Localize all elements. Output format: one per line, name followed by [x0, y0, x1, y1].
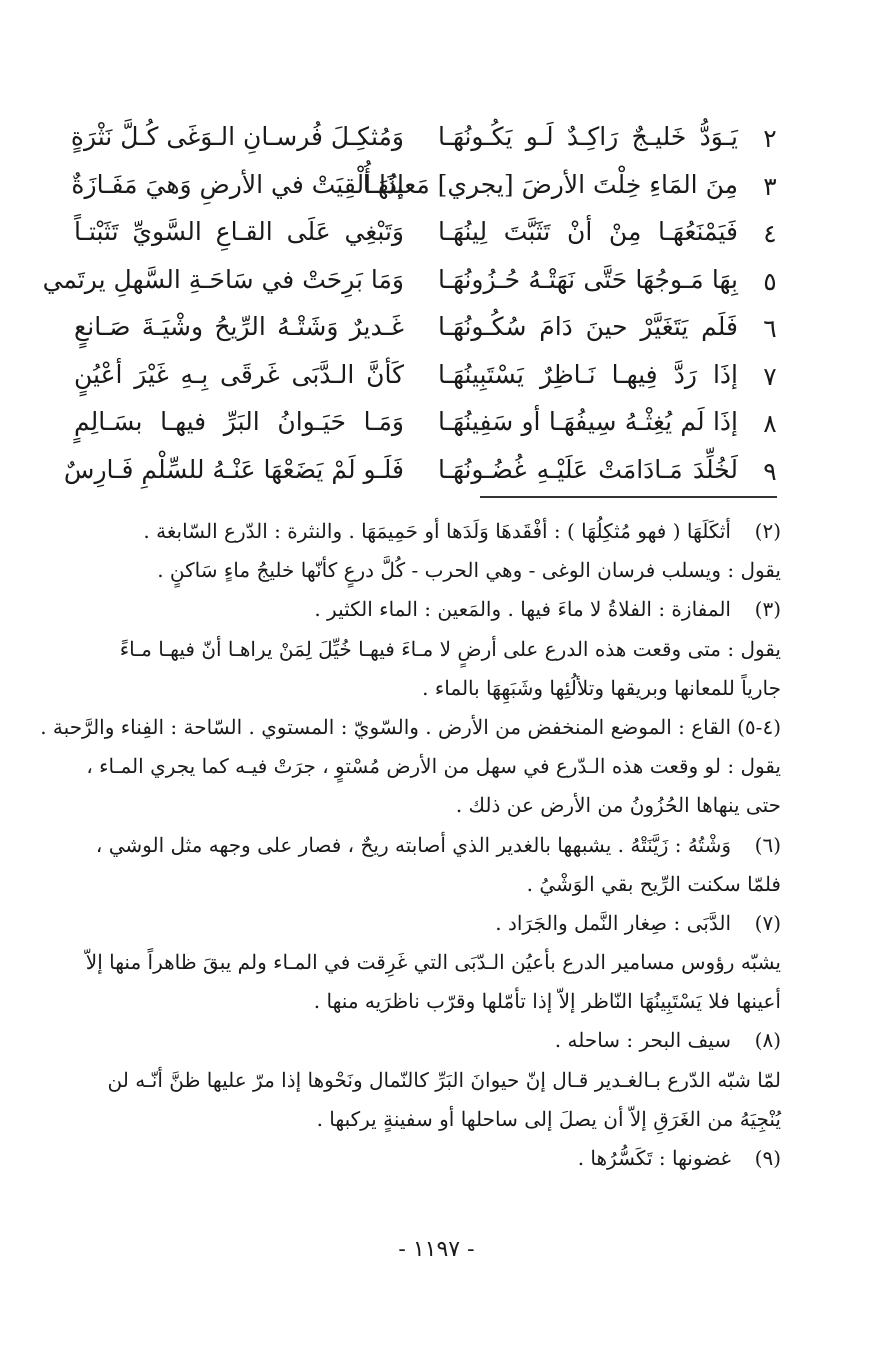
footnote-line: سيف البحر : ساحله .	[554, 1028, 731, 1053]
verse-number: ٢	[763, 124, 777, 153]
footnote	[40, 708, 781, 826]
verse-line	[42, 261, 790, 309]
verse-second-hemistich: فَلَم يَتَغَيَّرْ حينَ دَامَ سُكُـونُهَـا	[438, 312, 738, 341]
verse-first-hemistich: وَمَـا حَيَـوانُ البَرِّ فيهـا بسَـالِمٍ	[74, 407, 404, 436]
verse-line	[70, 356, 790, 404]
verse-number: ٣	[763, 171, 777, 201]
footnote-number: (٤-٥)	[737, 714, 781, 739]
verse-line	[70, 308, 790, 356]
verse-line	[70, 166, 790, 214]
footnote-line: حتى ينهاها الحُزُونُ من الأرض عن ذلك .	[455, 793, 781, 818]
footnote-line: يقول : متى وقعت هذه الدرع على أرضٍ لا مـاءَ فيهـا خُيِّلَ لِمَنْ يراهـا أنّ فيهـا مـاءً	[119, 636, 781, 661]
verse-second-hemistich: لَخُلِّدَ مَـادَامَتْ عَلَيْـهِ غُضُـونُهَـا	[438, 454, 738, 484]
footnote-line: لمّا شبّه الدّرع بـالغـدير قـال إنّ حيوانَ البَرِّ كالنّمال ونَحْوها إذا مرّ عليها ظنَّ أنّـه لن	[107, 1067, 781, 1092]
verse-number: ٤	[763, 219, 777, 248]
verse-line	[63, 451, 790, 499]
verse-second-hemistich: مِنَ المَاءِ خِلْتَ الأرضَ [يجري] مَعينُهَـا	[362, 169, 738, 199]
verse-first-hemistich: وَمَا بَرِحَتْ في سَاحَـةِ السَّهلِ يرتَمي	[42, 264, 404, 294]
footnote-number: (٢)	[754, 519, 781, 543]
footnote	[75, 1021, 781, 1139]
verse-second-hemistich: يَـوَدُّ خَليـجٌ رَاكِـدٌ لَـو يَكُـونُهَـا	[438, 122, 738, 151]
footnote	[75, 1139, 781, 1178]
footnote	[75, 826, 781, 904]
footnote-line: يقول : ويسلب فرسان الوغى - وهي الحرب - كُلَّ درعٍ كأنّها خليجُ ماءٍ سَاكنٍ .	[157, 558, 781, 583]
verse-number: ٦	[763, 314, 777, 343]
verse-line	[70, 118, 790, 166]
footnote-line: القاع : الموضع المنخفض من الأرض . والسّويّ : المستوي . السّاحة : الفِناء والرَّحبة .	[40, 714, 731, 739]
verse-first-hemistich: وَمُثكِـلَ فُرسـانِ الـوَغَى كُـلَّ نَثْرَةٍ	[70, 122, 404, 151]
verse-number: ٨	[763, 409, 777, 438]
footnote-line: جارياً للمعانها وبريقها وتلألُئِها وشَبَهِهَا بالماء .	[422, 675, 781, 700]
footnote-line: يُنْجِيَهُ من الغَرَقِ إلاّ أن يصلَ إلى ساحلها أو سفينةٍ يركبها .	[316, 1106, 781, 1131]
verse-first-hemistich: كَأنَّ الـدَّبَى غَرقَى بِـهِ غَيْرَ أعْيُنٍ	[74, 359, 404, 389]
verse-second-hemistich: إذَا لَم يُغِثْـهُ سِيفُهَـا أو سَفِينُهَـا	[438, 407, 738, 436]
verse-line	[70, 213, 790, 261]
verse-first-hemistich: وَتَبْغِي عَلَى القـاعِ السَّويِّ تَثَبْتـاً	[74, 217, 404, 246]
footnote-number: (٦)	[754, 832, 781, 857]
footnote-line: أثكَلَهَا ( فهو مُثكِلُهَا ) : أفْقَدهَا وَلَدَها أو حَمِيمَهَا . والنثرة : الدّرع السّابغة .	[143, 519, 731, 543]
footnote-line: وَشْتُهُ : زَيَّنَتْهُ . يشبهها بالغدير الذي أصابته ريحٌ ، فصار على وجهه مثل الوشي ،	[95, 832, 731, 857]
footnote-line: غضونها : تَكَسُّرُها .	[577, 1146, 731, 1170]
footnote-number: (٣)	[754, 597, 781, 622]
verse-first-hemistich: فَلَـو لَمْ يَضَعْهَا عَنْـهُ للسِّلْمِ فَـارِسٌ	[63, 454, 404, 484]
footnote-line: يقول : لو وقعت هذه الـدّرع في سهل من الأرض مُسْتوٍ ، جرَتْ فيـه كما يجري المـاء ،	[86, 754, 781, 779]
verse-line	[70, 403, 790, 451]
page-number: - ١١٩٧ -	[398, 1237, 475, 1262]
verse-second-hemistich: إذَا رَدَّ فِيهـا نَـاظِرٌ يَسْتَبِينُهَـا	[438, 359, 738, 389]
footnote-line: الدَّبَى : صِغار النَّمل والجَرَاد .	[495, 910, 731, 935]
footnote-line: فلمّا سكنت الرِّيح بقي الوَشْيُ .	[526, 871, 781, 896]
footnote	[75, 590, 781, 708]
footnote-number: (٧)	[754, 910, 781, 935]
footnote	[75, 904, 781, 1022]
footnote-line: أعينها فلا يَسْتَبِينُهَا النّاظر إلاّ إذا تأمّلها وقرّب ناظرَيه منها .	[313, 989, 781, 1014]
footnote-line: يشبّه رؤوس مسامير الدرع بأعيُن الـدّبَى التي غَرِقت في المـاء ولم يبقَ ظاهراً منها إلاّ	[85, 950, 781, 975]
footnotes	[40, 512, 781, 1178]
verse-second-hemistich: بِهَا مَـوجُهَا حَتَّى نَهَتْـهُ حُـزُونُهَـا	[438, 264, 738, 294]
footnote-number: (٩)	[754, 1146, 781, 1170]
verse-number: ٩	[763, 456, 777, 486]
footnote	[75, 512, 781, 590]
poem-verses	[42, 118, 790, 498]
verse-number: ٥	[763, 266, 777, 296]
verse-first-hemistich: غَـديرٌ وَشَتْـهُ الرِّيحُ وشْيَـةَ صَـانعٍ	[74, 312, 404, 341]
footnote-line: المفازة : الفلاةُ لا ماءَ فيها . والمَعين : الماء الكثير .	[314, 597, 731, 622]
footnote-number: (٨)	[754, 1028, 781, 1053]
verse-second-hemistich: فَيَمْنَعُهَـا مِنْ أنْ تَثَبَّتَ لِينُهَـا	[438, 217, 738, 246]
verse-first-hemistich: إذَا أُلْقِيَتْ في الأرضِ وَهيَ مَفَـازَةٌ	[71, 169, 404, 199]
footnote-separator	[480, 496, 777, 498]
verse-number: ٧	[763, 361, 777, 391]
